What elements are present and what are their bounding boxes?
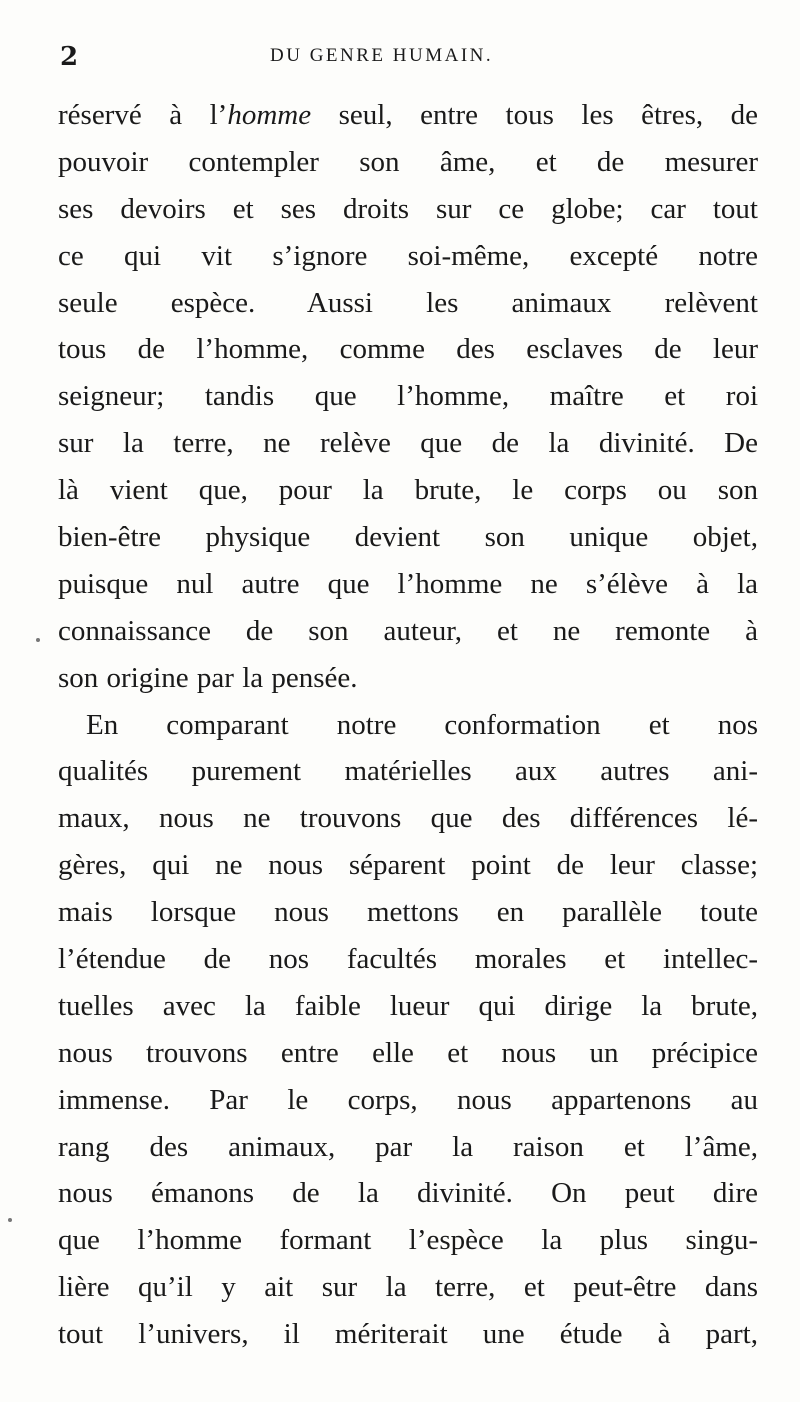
page-number: 2: [60, 42, 79, 72]
text-line: tuelles avec la faible lueur qui dirige la brute,: [58, 989, 758, 1022]
paragraph-1: [58, 92, 758, 702]
text-line: ses devoirs et ses droits sur ce globe; car tout: [58, 192, 758, 225]
text-line: nous trouvons entre elle et nous un précipice: [58, 1036, 758, 1069]
text-line: l’étendue de nos facultés morales et intellec-: [58, 943, 758, 976]
text-line: maux, nous ne trouvons que des différences lé-: [58, 802, 758, 835]
text-fragment: seul, entre tous les êtres, de: [311, 99, 758, 131]
running-title: DU GENRE HUMAIN.: [270, 45, 494, 66]
text-line: là vient que, pour la brute, le corps ou son: [58, 474, 758, 507]
text-line: qualités purement matérielles aux autres ani-: [58, 755, 758, 788]
text-line: rang des animaux, par la raison et l’âme,: [58, 1130, 758, 1163]
text-line: [58, 92, 758, 139]
text-fragment: réservé à l’: [58, 99, 228, 131]
print-speck: [36, 638, 40, 642]
text-line: nous émanons de la divinité. On peut dire: [58, 1177, 758, 1210]
text-line: son origine par la pensée.: [58, 661, 358, 694]
text-line: lière qu’il y ait sur la terre, et peut-être dans: [58, 1271, 758, 1304]
text-line: seule espèce. Aussi les animaux relèvent: [58, 286, 758, 319]
text-line: gères, qui ne nous séparent point de leur classe;: [58, 849, 758, 882]
text-line: seigneur; tandis que l’homme, maître et roi: [58, 380, 758, 413]
paragraph-2: [58, 702, 758, 1358]
text-line: immense. Par le corps, nous appartenons au: [58, 1083, 758, 1116]
text-line: sur la terre, ne relève que de la divinité. De: [58, 427, 758, 460]
print-speck: [8, 1218, 12, 1222]
text-line: connaissance de son auteur, et ne remonte à: [58, 614, 758, 647]
italic-word: homme: [227, 99, 312, 131]
text-line: puisque nul autre que l’homme ne s’élève à la: [58, 567, 758, 600]
body-text: [58, 92, 758, 1358]
text-line: tout l’univers, il mériterait une étude à part,: [58, 1318, 758, 1351]
running-head: [60, 42, 750, 76]
text-line: ce qui vit s’ignore soi-même, excepté notre: [58, 239, 758, 272]
text-line: que l’homme formant l’espèce la plus singu-: [58, 1224, 758, 1257]
text-line: tous de l’homme, comme des esclaves de leur: [58, 333, 758, 366]
text-line: mais lorsque nous mettons en parallèle toute: [58, 896, 758, 929]
text-line: pouvoir contempler son âme, et de mesurer: [58, 145, 758, 178]
text-line: En comparant notre conformation et nos: [86, 708, 758, 741]
text-line: bien-être physique devient son unique objet,: [58, 521, 758, 554]
